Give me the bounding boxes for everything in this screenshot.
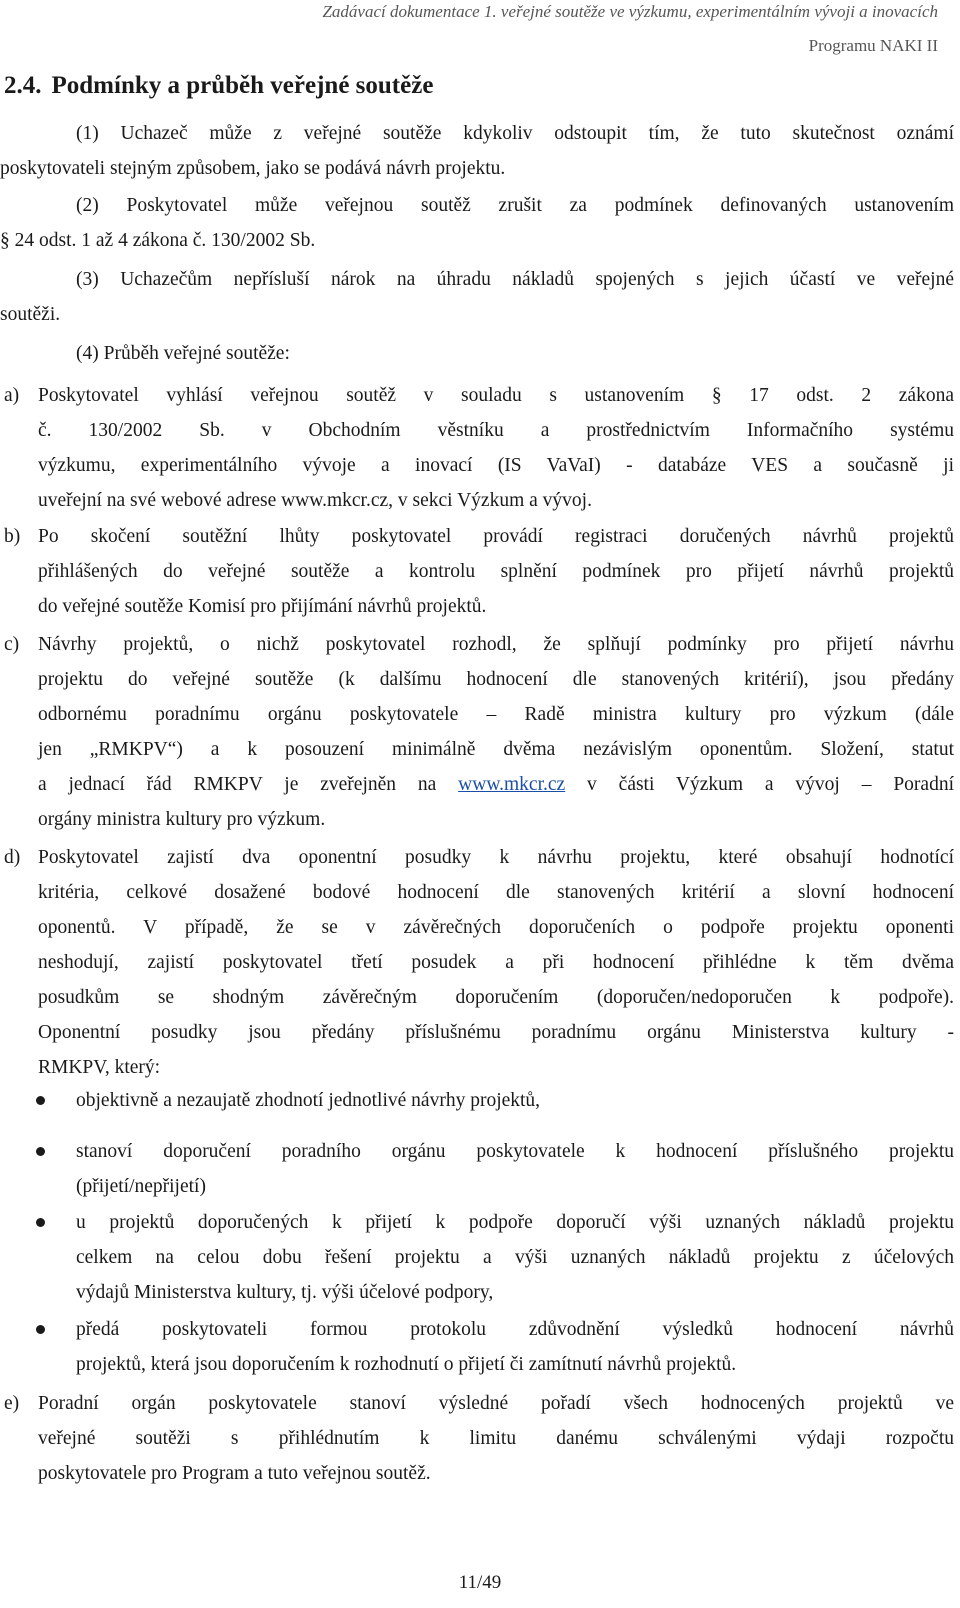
list-line: Poradní orgán poskytovatele stanoví výsledné pořadí všech hodnocených projektů ve bbox=[38, 1393, 954, 1414]
bullet-icon bbox=[36, 1147, 45, 1156]
bullet-item-2 bbox=[0, 1134, 954, 1204]
list-line: Po skočení soutěžní lhůty poskytovatel provádí registraci doručených návrhů projektů bbox=[38, 526, 954, 547]
list-line: posudkům se shodným závěrečným doporučením (doporučen/nedoporučen k podpoře). bbox=[38, 987, 954, 1008]
list-marker: a) bbox=[4, 385, 20, 406]
list-marker: e) bbox=[4, 1393, 20, 1414]
list-line: do veřejné soutěže Komisí pro přijímání návrhů projektů. bbox=[38, 596, 487, 617]
list-line bbox=[38, 767, 954, 802]
running-header-title: Zadávací dokumentace 1. veřejné soutěže ve výzkumu, experimentálním vývoji a inovacích bbox=[322, 2, 938, 21]
section-title: Podmínky a průběh veřejné soutěže bbox=[51, 72, 434, 99]
list-line: odbornému poradnímu orgánu poskytovatele – Radě ministra kultury pro výzkum (dále bbox=[38, 704, 954, 725]
paragraph-line: soutěži. bbox=[0, 304, 61, 325]
list-line: výzkumu, experimentálního vývoje a inovací (IS VaVaI) - databáze VES a současně ji bbox=[38, 455, 954, 476]
paragraph-2 bbox=[0, 188, 954, 258]
bullet-item-3 bbox=[0, 1205, 954, 1310]
paragraph-line: (3) Uchazečům nepřísluší nárok na úhradu nákladů spojených s jejich účastí ve veřejné bbox=[76, 269, 954, 290]
list-line: oponentů. V případě, že se v závěrečných doporučeních o podpoře projektu oponenti bbox=[38, 917, 954, 938]
list-line: neshodují, zajistí poskytovatel třetí posudek a při hodnocení přihlédne k těm dvěma bbox=[38, 952, 954, 973]
list-item-d bbox=[0, 840, 954, 1085]
bullet-line: celkem na celou dobu řešení projektu a výši uznaných nákladů projektu z účelových bbox=[76, 1247, 954, 1268]
mkcr-link[interactable]: www.mkcr.cz bbox=[458, 774, 566, 795]
list-line: Návrhy projektů, o nichž poskytovatel rozhodl, že splňují podmínky pro přijetí návrhu bbox=[38, 634, 954, 655]
line-text: v části Výzkum a vývoj – Poradní bbox=[565, 774, 954, 795]
paragraph-4 bbox=[0, 336, 954, 371]
bullet-line: u projektů doporučených k přijetí k podpoře doporučí výši uznaných nákladů projektu bbox=[76, 1212, 954, 1233]
list-line: orgány ministra kultury pro výzkum. bbox=[38, 809, 326, 830]
paragraph-3 bbox=[0, 262, 954, 332]
list-line: č. 130/2002 Sb. v Obchodním věstníku a prostřednictvím Informačního systému bbox=[38, 420, 954, 441]
list-marker: b) bbox=[4, 526, 21, 547]
section-number: 2.4. bbox=[4, 72, 42, 99]
list-line: poskytovatele pro Program a tuto veřejnou soutěž. bbox=[38, 1463, 431, 1484]
list-line: Poskytovatel zajistí dva oponentní posudky k návrhu projektu, které obsahují hodnotící bbox=[38, 847, 954, 868]
paragraph-1 bbox=[0, 116, 954, 186]
bullet-line: projektů, která jsou doporučením k rozhodnutí o přijetí či zamítnutí návrhů projektů. bbox=[76, 1354, 737, 1375]
paragraph-line: (4) Průběh veřejné soutěže: bbox=[76, 343, 290, 364]
bullet-line: předá poskytovateli formou protokolu zdůvodnění výsledků hodnocení návrhů bbox=[76, 1319, 954, 1340]
running-header-program: Programu NAKI II bbox=[808, 36, 938, 55]
bullet-icon bbox=[36, 1325, 45, 1334]
bullet-line: výdajů Ministerstva kultury, tj. výši účelové podpory, bbox=[76, 1282, 494, 1303]
page-number: 11/49 bbox=[458, 1572, 502, 1593]
list-line: jen „RMKPV“) a k posouzení minimálně dvěma nezávislým oponentům. Složení, statut bbox=[38, 739, 954, 760]
list-marker: d) bbox=[4, 847, 21, 868]
list-line: kritéria, celkové dosažené bodové hodnocení dle stanovených kritérií a slovní hodnocení bbox=[38, 882, 954, 903]
list-marker: c) bbox=[4, 634, 20, 655]
list-line: Oponentní posudky jsou předány příslušnému poradnímu orgánu Ministerstva kultury - bbox=[38, 1022, 954, 1043]
list-item-e bbox=[0, 1386, 954, 1491]
list-line: Poskytovatel vyhlásí veřejnou soutěž v souladu s ustanovením § 17 odst. 2 zákona bbox=[38, 385, 954, 406]
list-line: uveřejní na své webové adrese www.mkcr.cz, v sekci Výzkum a vývoj. bbox=[38, 490, 592, 511]
paragraph-line: (2) Poskytovatel může veřejnou soutěž zrušit za podmínek definovaných ustanovením bbox=[76, 195, 954, 216]
bullet-line: (přijetí/nepřijetí) bbox=[76, 1176, 206, 1197]
list-item-a bbox=[0, 378, 954, 518]
bullet-line: objektivně a nezaujatě zhodnotí jednotlivé návrhy projektů, bbox=[76, 1090, 541, 1111]
bullet-line: stanoví doporučení poradního orgánu poskytovatele k hodnocení příslušného projektu bbox=[76, 1141, 954, 1162]
paragraph-line: § 24 odst. 1 až 4 zákona č. 130/2002 Sb. bbox=[0, 230, 316, 251]
line-text: a jednací řád RMKPV je zveřejněn na bbox=[38, 774, 459, 795]
bullet-item-1 bbox=[0, 1083, 954, 1118]
list-line: RMKPV, který: bbox=[38, 1057, 161, 1078]
list-item-b bbox=[0, 519, 954, 624]
list-line: projektu do veřejné soutěže (k dalšímu hodnocení dle stanovených kritérií), jsou předány bbox=[38, 669, 954, 690]
list-line: veřejné soutěži s přihlédnutím k limitu danému schválenými výdaji rozpočtu bbox=[38, 1428, 954, 1449]
paragraph-line: poskytovateli stejným způsobem, jako se podává návrh projektu. bbox=[0, 158, 506, 179]
list-line: přihlášených do veřejné soutěže a kontrolu splnění podmínek pro přijetí návrhů projektů bbox=[38, 561, 954, 582]
list-item-c bbox=[0, 627, 954, 837]
paragraph-line: (1) Uchazeč může z veřejné soutěže kdykoliv odstoupit tím, že tuto skutečnost oznámí bbox=[76, 123, 954, 144]
section-heading bbox=[4, 72, 433, 100]
bullet-icon bbox=[36, 1096, 45, 1105]
bullet-icon bbox=[36, 1218, 45, 1227]
bullet-item-4 bbox=[0, 1312, 954, 1382]
